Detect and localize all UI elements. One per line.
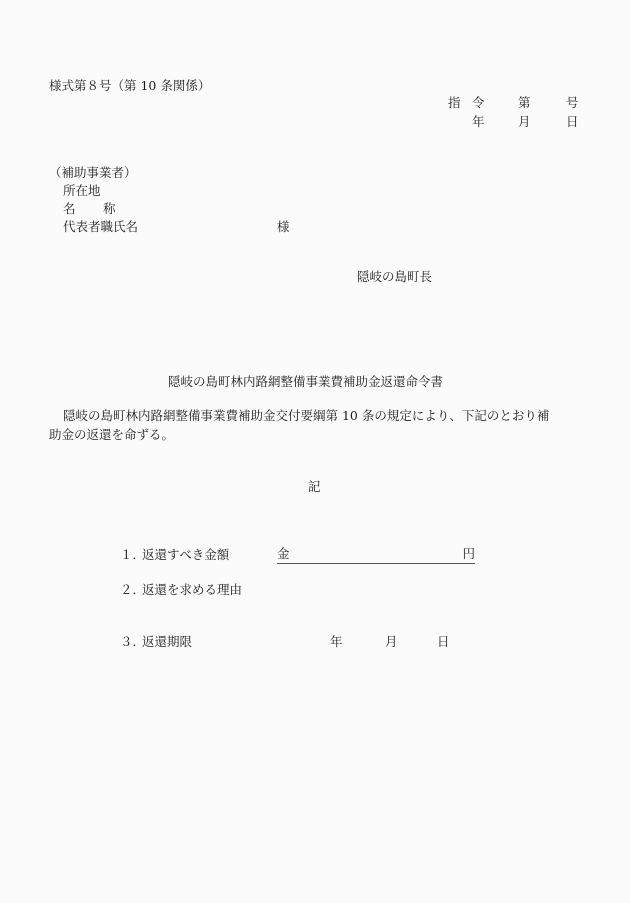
date-month: 月 [518, 114, 531, 129]
order-label-dai: 第 [518, 95, 531, 110]
amount-field[interactable] [277, 548, 475, 564]
item-2-number: ２． [120, 582, 146, 597]
form-number: 様式第８号（第 10 条関係） [49, 78, 211, 93]
body-line-2: 助金の返還を命ずる。 [49, 427, 175, 442]
date-year: 年 [472, 114, 485, 129]
address-label: 所在地 [63, 183, 101, 198]
item-3-label: 返還期限 [142, 634, 193, 649]
issuer-name: 隠岐の島町長 [357, 269, 433, 284]
deadline-year: 年 [330, 634, 343, 649]
item-3-number: ３． [120, 634, 146, 649]
deadline-month: 月 [385, 634, 398, 649]
deadline-day: 日 [437, 634, 450, 649]
recipient-heading: （補助事業者） [49, 165, 137, 180]
name-label-1: 名 [63, 201, 76, 216]
order-label-go: 号 [566, 95, 579, 110]
document-title: 隠岐の島町林内路網整備事業費補助金返還命令書 [168, 374, 444, 389]
item-1-label: 返還すべき金額 [142, 547, 230, 562]
amount-prefix: 金 [277, 546, 290, 561]
order-label-rei: 令 [472, 95, 485, 110]
name-label-2: 称 [103, 201, 116, 216]
ki-heading: 記 [308, 479, 321, 494]
date-day: 日 [566, 114, 579, 129]
representative-label: 代表者職氏名 [63, 219, 139, 234]
item-1-number: １． [120, 547, 146, 562]
order-label-shi: 指 [448, 95, 461, 110]
amount-suffix: 円 [462, 546, 475, 561]
item-2-label: 返還を求める理由 [142, 582, 243, 597]
honorific-sama: 様 [277, 219, 290, 234]
body-line-1: 隠岐の島町林内路網整備事業費補助金交付要綱第 10 条の規定により、下記のとおり補 [63, 408, 550, 423]
